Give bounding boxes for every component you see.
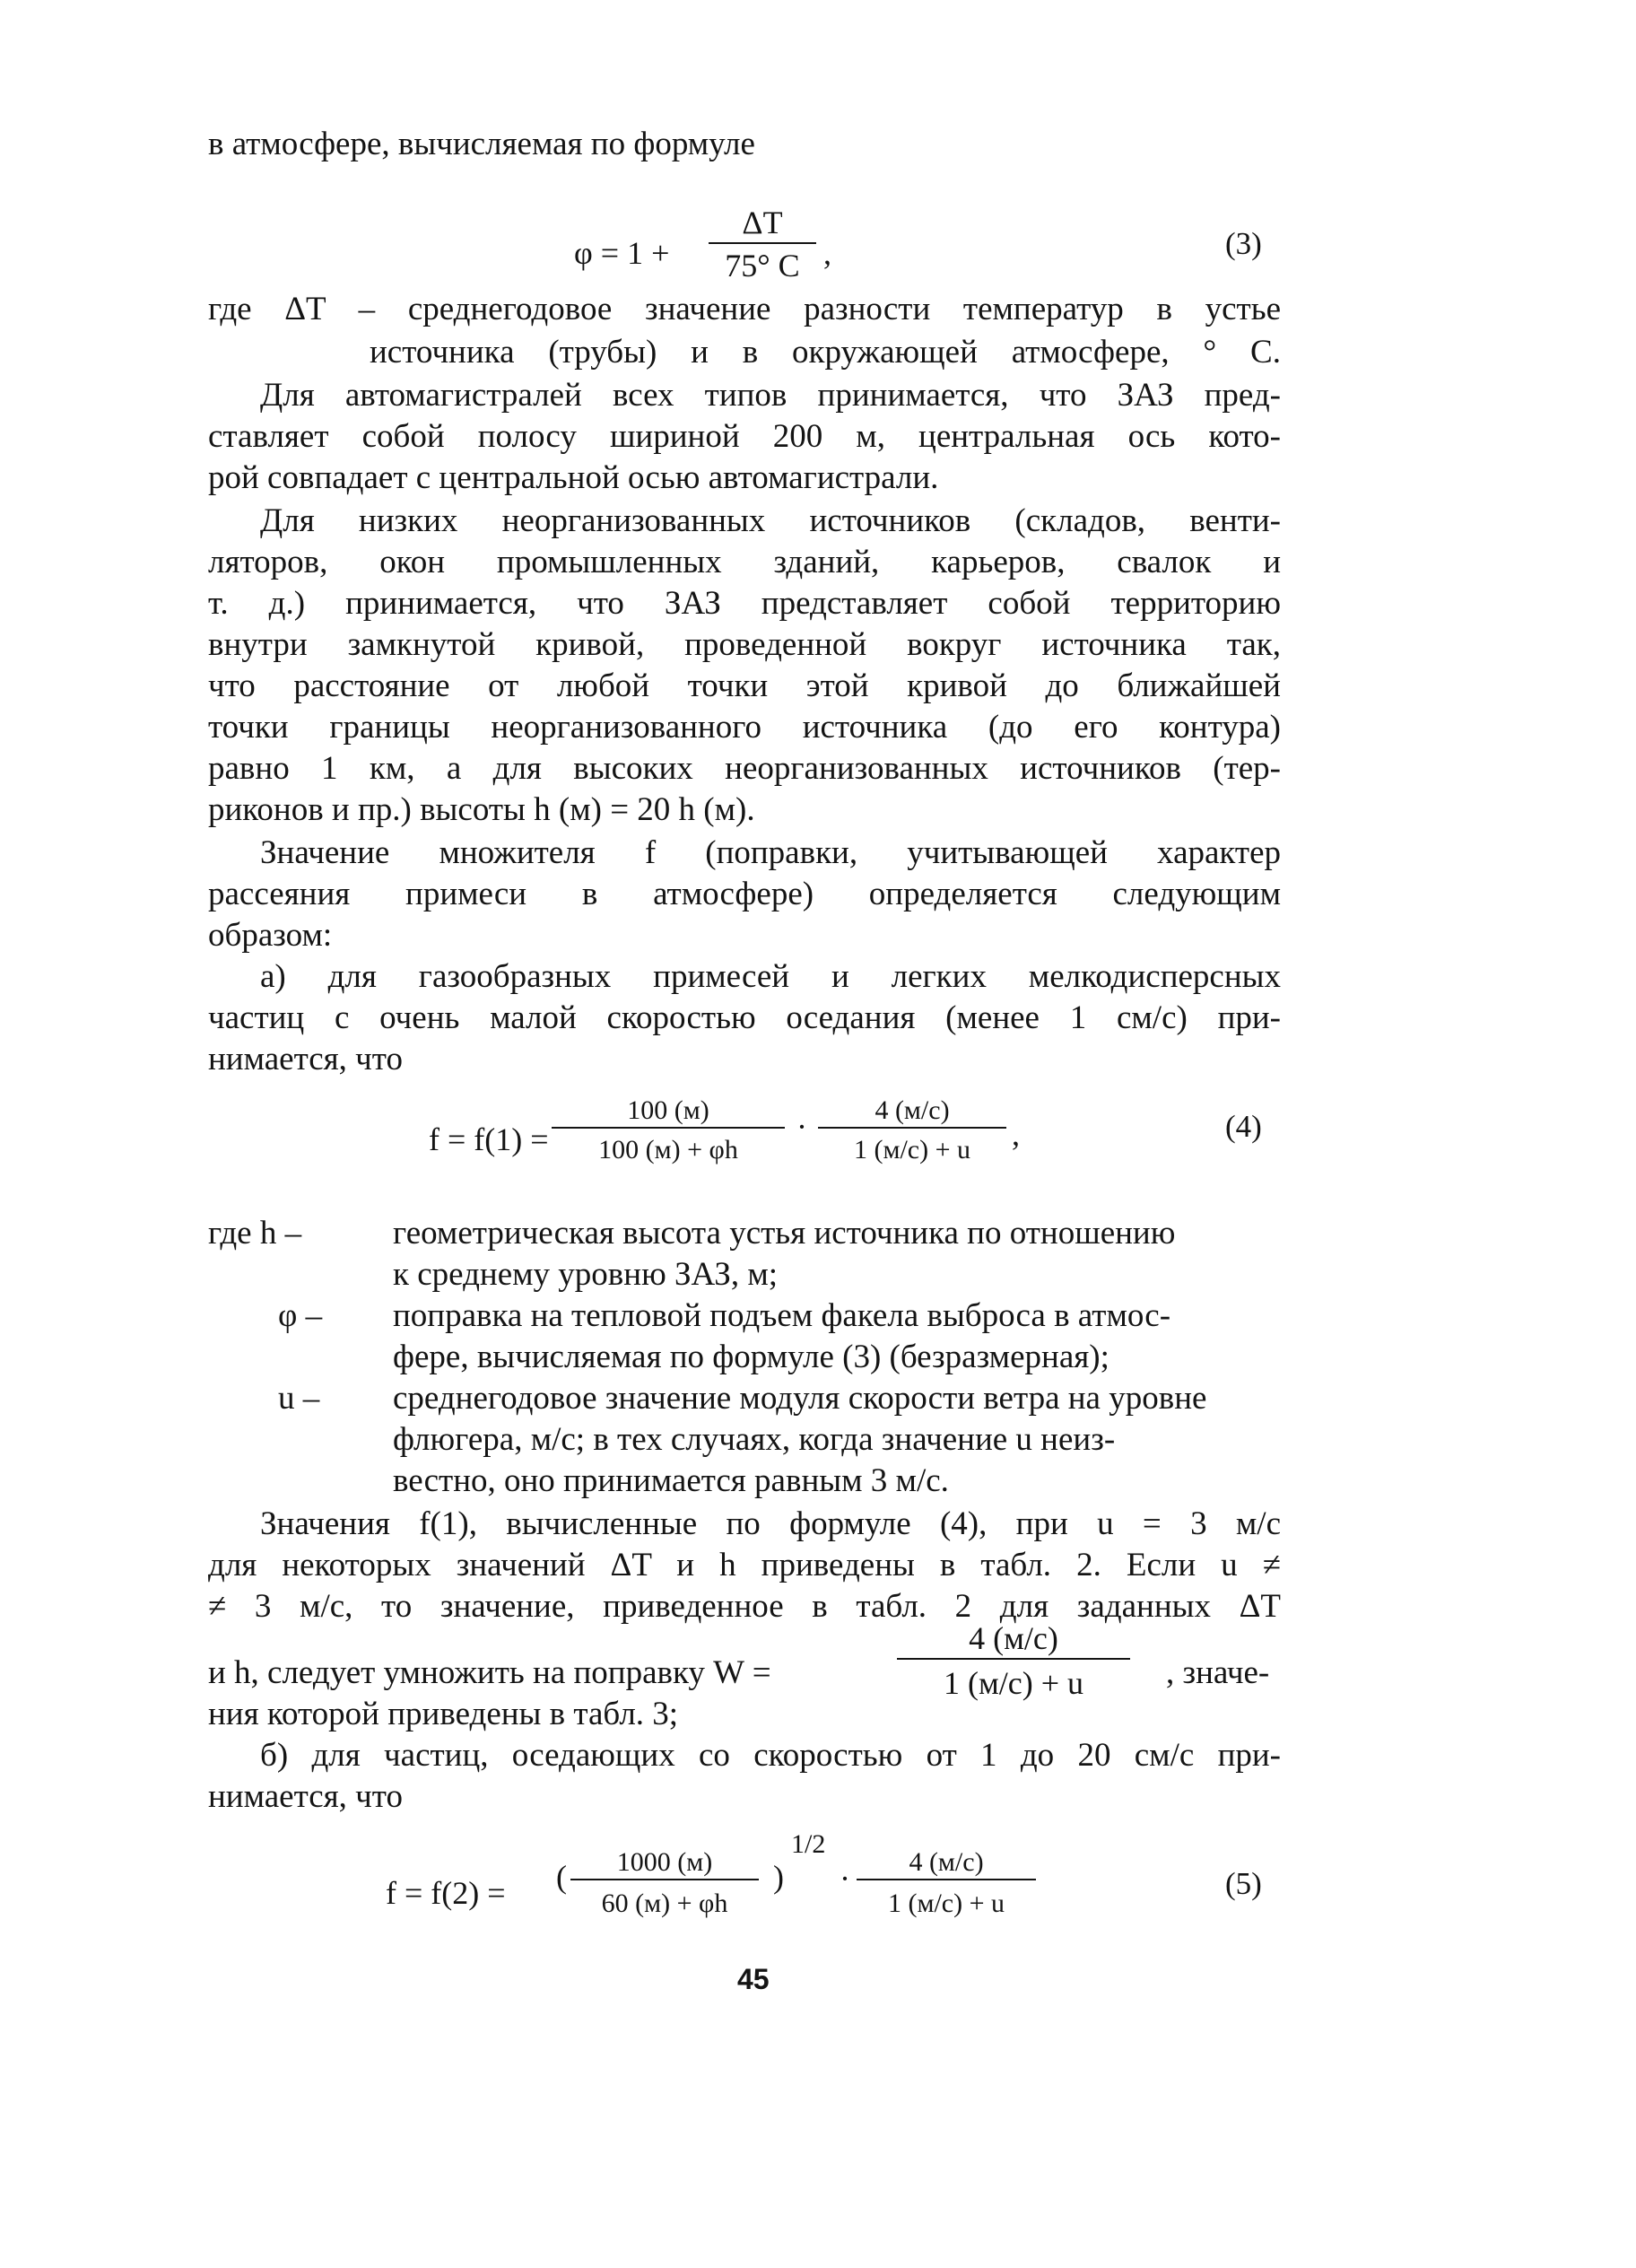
eq5-denominator-2: 1 (м/с) + u (887, 1889, 1005, 1918)
text-line: для некоторых значений ΔT и h приведены в табл. 2. Если u ≠ (208, 1547, 1281, 1583)
eq5-dot: · (840, 1861, 850, 1897)
text-line: Значения f(1), вычисленные по формуле (4), при u = 3 м/с (260, 1505, 1281, 1542)
text-line: образом: (208, 917, 333, 954)
definition-term: φ – (278, 1297, 323, 1334)
fraction-bar (552, 1127, 785, 1129)
w-numerator: 4 (м/с) (969, 1620, 1058, 1656)
text-line: и h, следует умножить на поправку W = (208, 1654, 771, 1691)
fraction-bar (857, 1879, 1036, 1880)
eq5-open-paren: ( (556, 1859, 567, 1895)
definition-term: u – (278, 1380, 320, 1417)
definition-text: фере, вычисляемая по формуле (3) (безразмерная); (393, 1339, 1110, 1375)
definition-term: где h – (208, 1215, 302, 1252)
text-line: частиц с очень малой скоростью оседания (менее 1 см/с) при- (208, 999, 1281, 1036)
fraction-bar (897, 1658, 1130, 1660)
text-line: т. д.) принимается, что ЗАЗ представляет собой территорию (208, 585, 1281, 622)
eq3-lhs: φ = 1 + (574, 235, 670, 271)
eq3-numerator: ΔT (742, 205, 783, 240)
text-line: ния которой приведены в табл. 3; (208, 1696, 679, 1732)
text-line: ≠ 3 м/с, то значение, приведенное в табл. 2 для заданных ΔT (208, 1588, 1281, 1625)
w-denominator: 1 (м/с) + u (943, 1665, 1084, 1701)
text-line: нимается, что (208, 1778, 403, 1815)
eq4-tail: , (1012, 1116, 1020, 1152)
text-line: нимается, что (208, 1041, 403, 1077)
definition-text: среднегодовое значение модуля скорости ветра на уровне (393, 1380, 1207, 1417)
definition-text: геометрическая высота устья источника по отношению (393, 1215, 1176, 1252)
eq4-numerator-2: 4 (м/с) (875, 1095, 950, 1125)
text-line: риконов и пр.) высоты h (м) = 20 h (м). (208, 791, 755, 828)
eq4-lhs: f = f(1) = (429, 1121, 549, 1157)
text-line: в атмосфере, вычисляемая по формуле (208, 126, 755, 162)
text-line: равно 1 км, а для высоких неорганизованных источников (тер- (208, 750, 1281, 787)
eq5-exponent: 1/2 (791, 1829, 826, 1859)
fraction-bar (709, 242, 816, 244)
text-line: точки границы неорганизованного источника (до его контура) (208, 709, 1281, 746)
text-line: а) для газообразных примесей и легких мелкодисперсных (260, 958, 1281, 995)
text-line: , значе- (1166, 1654, 1270, 1691)
text-line: Для низких неорганизованных источников (складов, венти- (260, 502, 1281, 539)
eq3-tail: , (823, 235, 831, 271)
eq3-denominator: 75° C (725, 248, 800, 284)
eq5-number: (5) (1225, 1866, 1262, 1901)
text-line: источника (трубы) и в окружающей атмосфере, ° С. (370, 334, 1281, 371)
page-number: 45 (737, 1963, 770, 1995)
eq4-denominator-1: 100 (м) + φh (598, 1135, 738, 1165)
text-line: где ΔT – среднегодовое значение разности температур в устье (208, 291, 1281, 327)
definition-text: флюгера, м/с; в тех случаях, когда значение u неиз- (393, 1421, 1116, 1458)
text-line: рой совпадает с центральной осью автомагистрали. (208, 459, 939, 496)
eq4-numerator-1: 100 (м) (627, 1095, 709, 1125)
text-line: что расстояние от любой точки этой кривой до ближайшей (208, 667, 1281, 704)
eq5-lhs: f = f(2) = (386, 1875, 506, 1911)
fraction-bar (818, 1127, 1006, 1129)
eq5-denominator-1: 60 (м) + φh (601, 1889, 728, 1918)
definition-text: к среднему уровню ЗАЗ, м; (393, 1256, 779, 1293)
definition-text: вестно, оно принимается равным 3 м/с. (393, 1462, 949, 1499)
text-line: ляторов, окон промышленных зданий, карьеров, свалок и (208, 544, 1281, 580)
text-line: внутри замкнутой кривой, проведенной вокруг источника так, (208, 626, 1281, 663)
eq5-numerator-2: 4 (м/с) (909, 1847, 984, 1877)
eq4-dot: · (796, 1109, 807, 1145)
eq4-denominator-2: 1 (м/с) + u (853, 1135, 971, 1165)
fraction-bar (570, 1879, 759, 1880)
eq4-number: (4) (1225, 1109, 1262, 1144)
text-line: ставляет собой полосу шириной 200 м, центральная ось кото- (208, 418, 1281, 455)
definition-text: поправка на тепловой подъем факела выброса в атмос- (393, 1297, 1171, 1334)
text-line: Для автомагистралей всех типов принимается, что ЗАЗ пред- (260, 377, 1281, 414)
text-line: рассеяния примеси в атмосфере) определяется следующим (208, 876, 1281, 912)
eq5-close-paren: ) (773, 1859, 784, 1895)
text-line: б) для частиц, оседающих со скоростью от 1 до 20 см/с при- (260, 1737, 1281, 1774)
eq3-number: (3) (1225, 226, 1262, 261)
eq5-numerator-1: 1000 (м) (616, 1847, 713, 1877)
text-line: Значение множителя f (поправки, учитывающей характер (260, 834, 1281, 871)
